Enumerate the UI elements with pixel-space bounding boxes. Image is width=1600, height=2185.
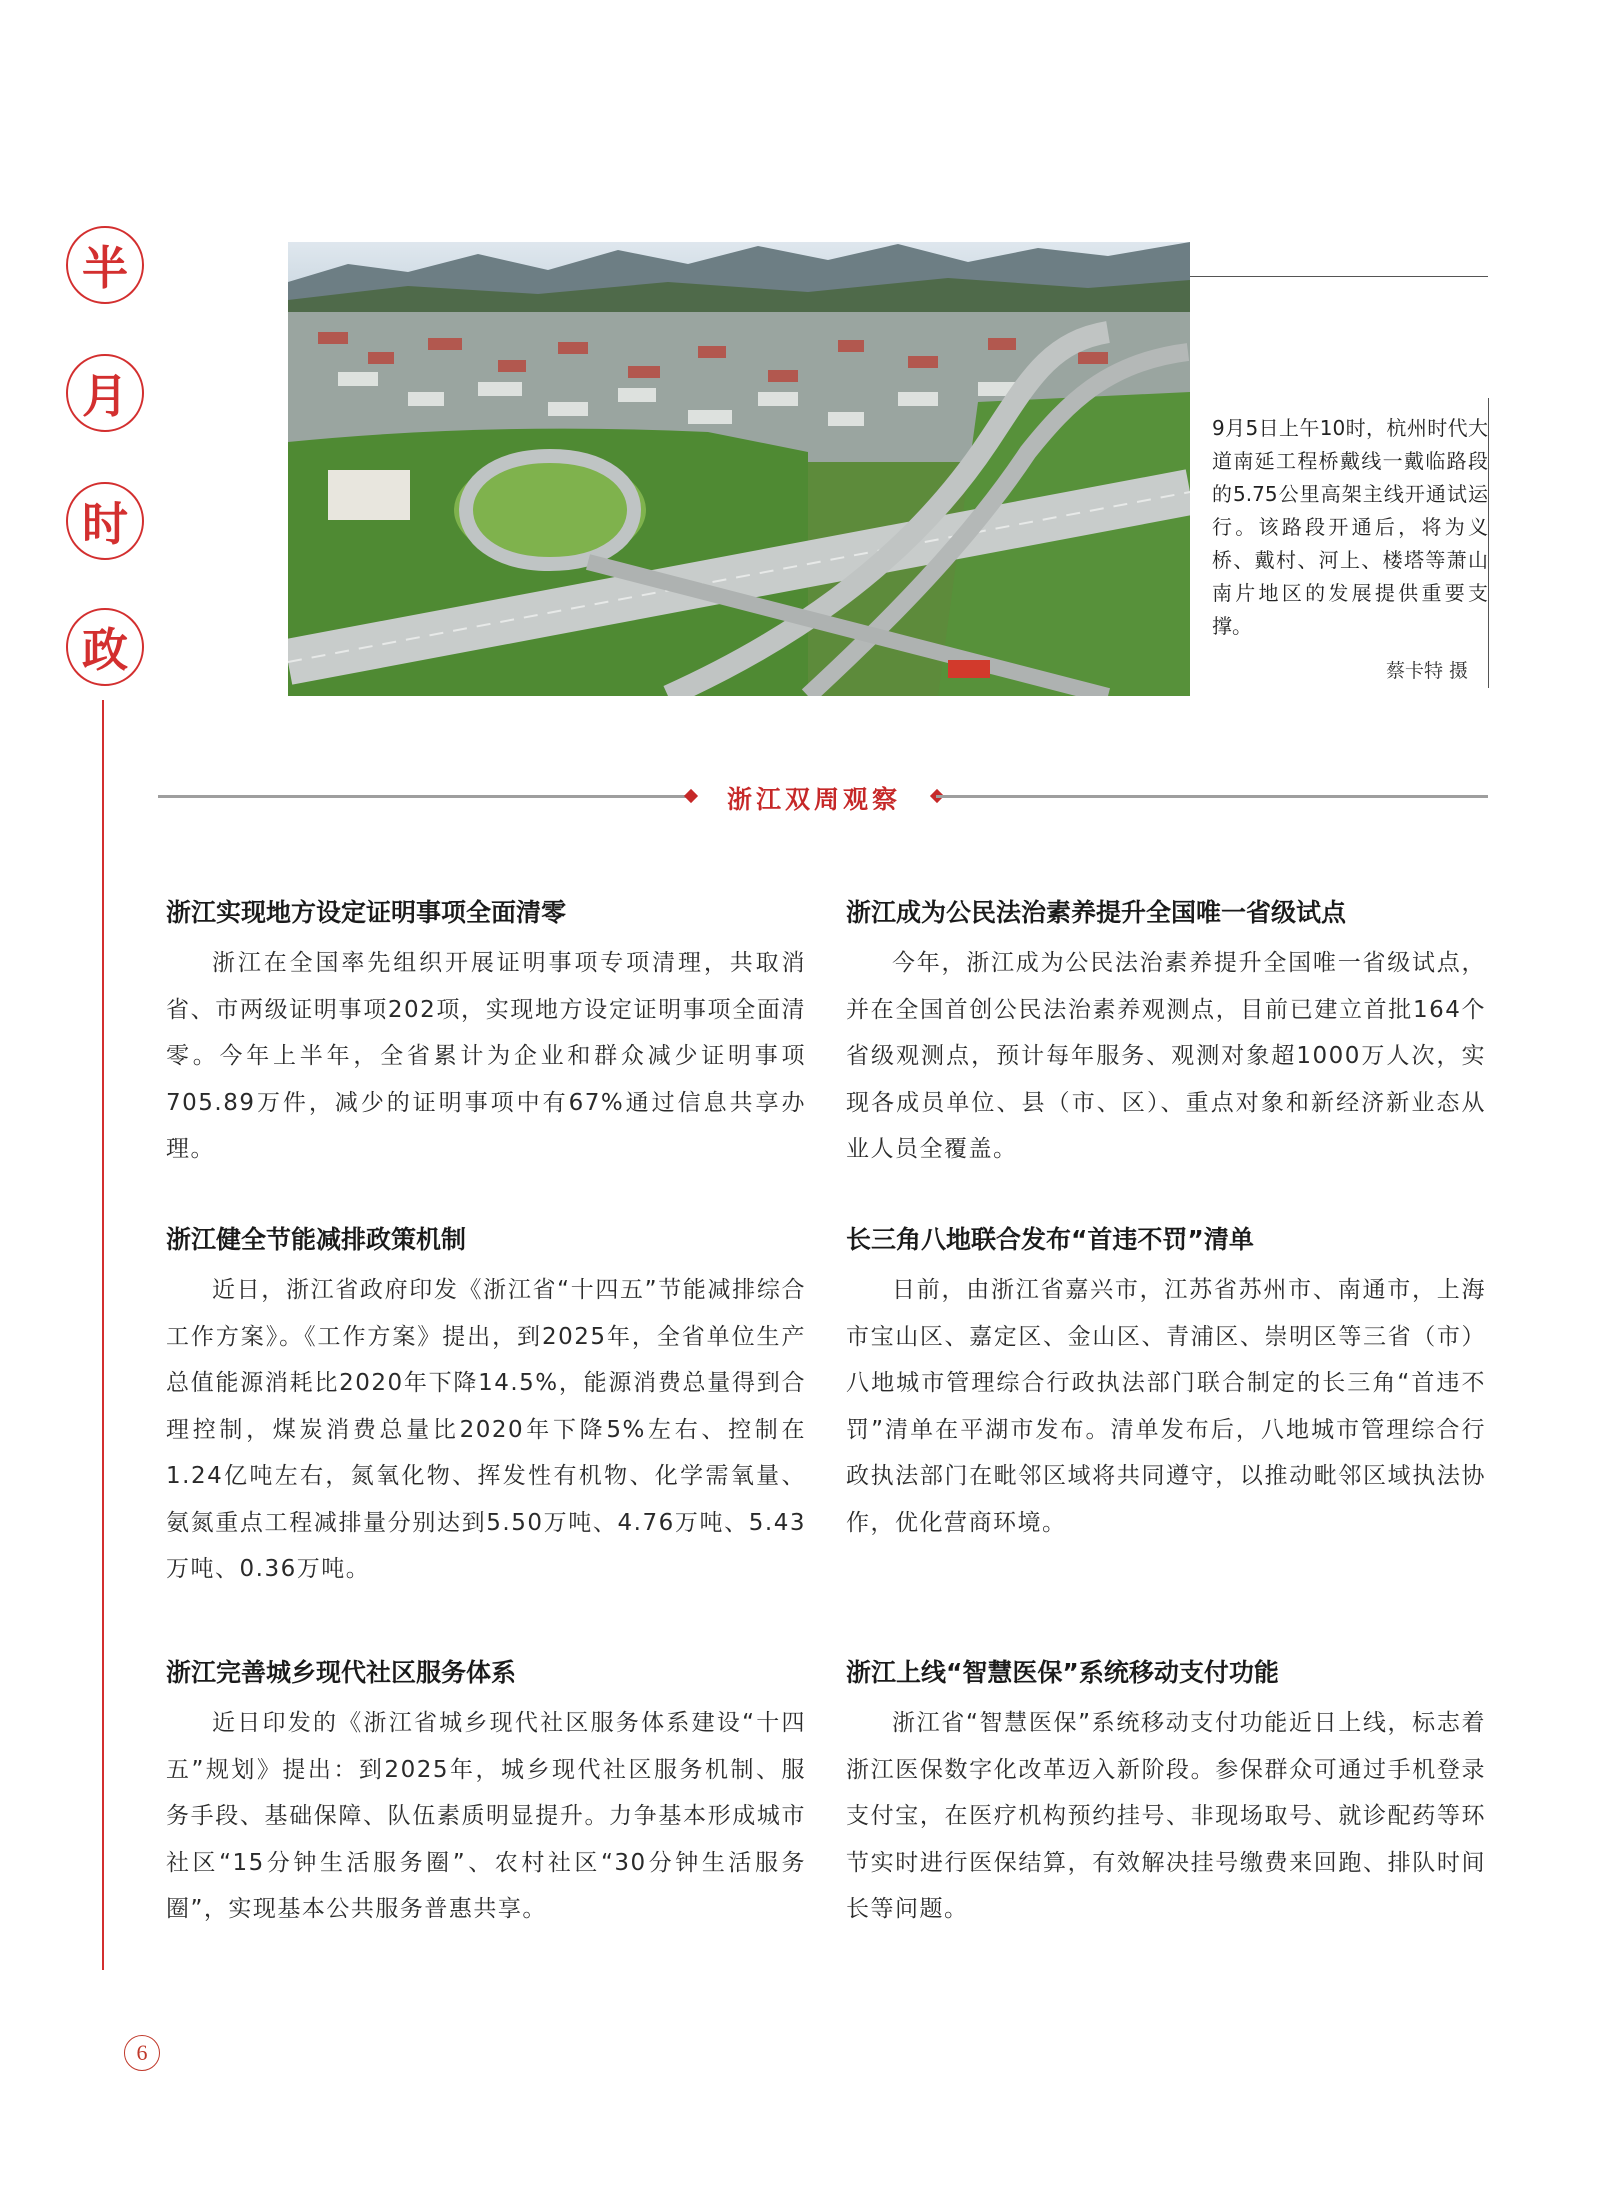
article-body: 近日印发的《浙江省城乡现代社区服务体系建设“十四五”规划》提出：到2025年，城乡现代社区服务机制、服务手段、基础保障、队伍素质明显提升。力争基本形成城市社区“15分钟生活服务圈”、农村社区“30分钟生活服务圈”，实现基本公共服务普惠共享。 xyxy=(166,1710,806,1922)
masthead-vertical-rule xyxy=(102,700,104,1970)
article-title: 长三角八地联合发布“首违不罚”清单 xyxy=(846,1225,1254,1254)
caption-rule xyxy=(1488,398,1489,688)
masthead-char: 半 xyxy=(66,226,144,304)
article-title: 浙江实现地方设定证明事项全面清零 xyxy=(166,898,567,927)
article-title: 浙江成为公民法治素养提升全国唯一省级试点 xyxy=(846,898,1347,927)
article-body: 今年，浙江成为公民法治素养提升全国唯一省级试点，并在全国首创公民法治素养观测点，目前已建立首批164个省级观测点，预计每年服务、观测对象超1000万人次，实现各成员单位、县（市、区）、重点对象和新经济新业态从业人员全覆盖。 xyxy=(846,950,1486,1162)
article-title: 浙江健全节能减排政策机制 xyxy=(166,1225,467,1254)
masthead-char: 月 xyxy=(66,354,144,432)
article-body: 日前，由浙江省嘉兴市，江苏省苏州市、南通市，上海市宝山区、嘉定区、金山区、青浦区、崇明区等三省（市）八地城市管理综合行政执法部门联合制定的长三角“首违不罚”清单在平湖市发布。清单发布后，八地城市管理综合行政执法部门在毗邻区域将共同遵守，以推动毗邻区域执法协作，优化营商环境。 xyxy=(846,1277,1486,1536)
article xyxy=(166,1650,806,1933)
masthead-char: 时 xyxy=(66,482,144,560)
article-title: 浙江上线“智慧医保”系统移动支付功能 xyxy=(846,1658,1279,1687)
article-title: 浙江完善城乡现代社区服务体系 xyxy=(166,1658,517,1687)
article xyxy=(846,890,1486,1173)
article xyxy=(166,890,806,1173)
section-divider xyxy=(936,795,1488,798)
article-body: 近日，浙江省政府印发《浙江省“十四五”节能减排综合工作方案》。《工作方案》提出，到2025年，全省单位生产总值能源消耗比2020年下降14.5%，能源消费总量得到合理控制，煤炭消费总量比2020年下降5%左右、控制在1.24亿吨左右，氮氧化物、挥发性有机物、化学需氧量、氨氮重点工程减排量分别达到5.50万吨、4.76万吨、5.43万吨、0.36万吨。 xyxy=(166,1277,806,1582)
article-body: 浙江在全国率先组织开展证明事项专项清理，共取消省、市两级证明事项202项，实现地方设定证明事项全面清零。今年上半年，全省累计为企业和群众减少证明事项705.89万件，减少的证明事项中有67%通过信息共享办理。 xyxy=(166,950,806,1162)
article xyxy=(846,1650,1486,1933)
section-title: 浙江双周观察 xyxy=(726,785,901,814)
page-number: 6 xyxy=(124,2035,160,2071)
highway-interchange-photo xyxy=(288,242,1190,696)
photo-caption: 9月5日上午10时，杭州时代大道南延工程桥戴线一戴临路段的5.75公里高架主线开通试运行。该路段开通后，将为义桥、戴村、河上、楼塔等萧山南片地区的发展提供重要支撑。 xyxy=(1212,416,1488,638)
photo-credit: 蔡卡特 摄 xyxy=(1385,660,1468,682)
caption-rule xyxy=(1190,276,1488,277)
article-body: 浙江省“智慧医保”系统移动支付功能近日上线，标志着浙江医保数字化改革迈入新阶段。参保群众可通过手机登录支付宝，在医疗机构预约挂号、非现场取号、就诊配药等环节实时进行医保结算，有效解决挂号缴费来回跑、排队时间长等问题。 xyxy=(846,1710,1486,1922)
masthead-char: 政 xyxy=(66,608,144,686)
section-divider xyxy=(158,795,694,798)
article xyxy=(166,1217,806,1593)
article xyxy=(846,1217,1486,1546)
